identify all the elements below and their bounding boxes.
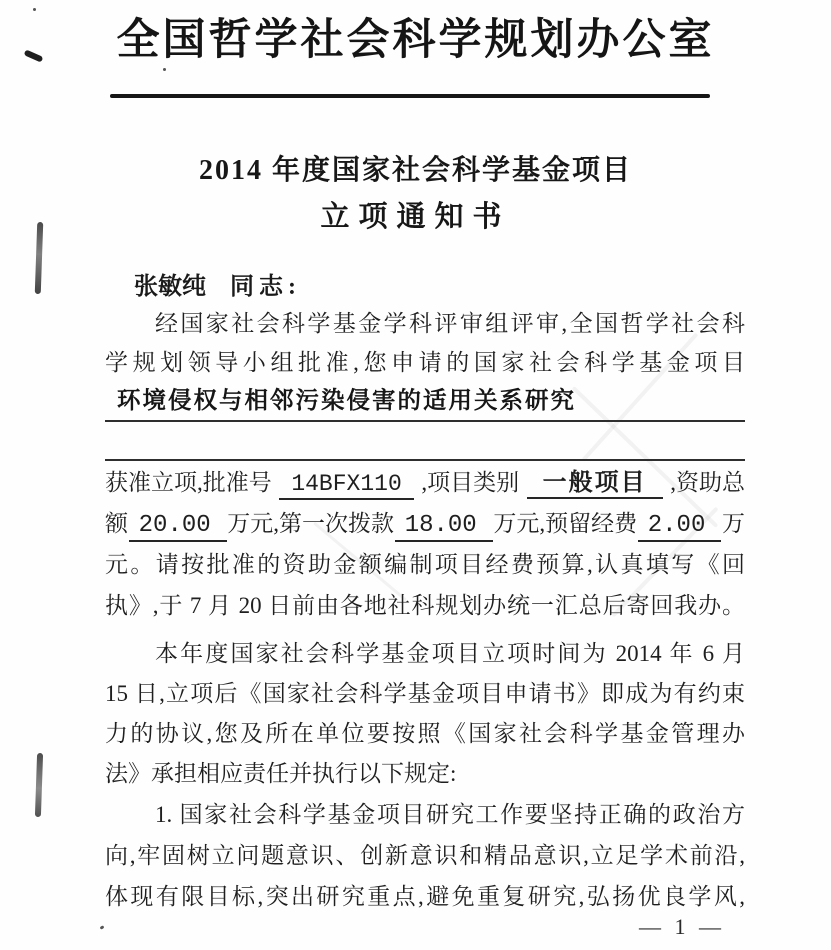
paragraph-3 (105, 634, 745, 794)
paragraph-1 (105, 304, 745, 382)
paragraph-1-line-2: 学规划领导小组批准,您申请的国家社会科学基金项目 (105, 350, 745, 375)
paragraph-2-line-3: 元。请按批准的资助金额编制项目经费预算,认真填写《回 (105, 552, 745, 577)
letterhead-rule (110, 94, 710, 98)
paragraph-2 (105, 462, 745, 626)
paragraph-3-line-2: 15 日,立项后《国家社会科学基金项目申请书》即成为有约束 (105, 681, 745, 706)
page-number: — 1 — (639, 914, 725, 939)
salutation (134, 266, 301, 301)
reserved-amount-value: 2.00 (638, 513, 722, 542)
scan-binding-mark (35, 753, 43, 817)
paragraph-2-line-1-text-c: ,资助总 (670, 470, 745, 495)
paragraph-2-line-2-text-d: 万 (721, 511, 745, 536)
scan-speck (163, 68, 166, 71)
paragraph-1-line-1: 经国家社会科学基金学科评审组评审,全国哲学社会科 (155, 311, 745, 336)
doc-title-line1: 2014 年度国家社会科学基金项目 (198, 155, 632, 186)
paragraph-3-line-4: 法》承担相应责任并执行以下规定: (105, 761, 457, 786)
doc-title-line2: 立项通知书 (320, 201, 511, 233)
paragraph-4-line-1: 1. 国家社会科学基金项目研究工作要坚持正确的政治方 (155, 802, 745, 827)
paragraph-2-line-2-text-c: 万元,预留经费 (493, 511, 638, 536)
paragraph-3-line-1: 本年度国家社会科学基金项目立项时间为 2014 年 6 月 (155, 641, 745, 666)
paragraph-4-line-2: 向,牢固树立问题意识、创新意识和精品意识,立足学术前沿, (105, 843, 745, 868)
salutation-honorific: 同志: (230, 274, 301, 300)
paragraph-2-line-4: 执》,于 7 月 20 日前由各地社科规划办统一汇总后寄回我办。 (105, 593, 745, 618)
paragraph-4 (105, 794, 745, 917)
project-title-line (105, 382, 745, 422)
paragraph-2-line-2-text-a: 额 (105, 511, 128, 536)
paragraph-3-line-3: 力的协议,您及所在单位要按照《国家社会科学基金管理办 (105, 721, 745, 746)
first-payment-value: 18.00 (395, 513, 493, 542)
approval-number-value: 14BFX110 (279, 472, 413, 500)
blank-fill-line (105, 421, 745, 461)
office-name-header: 全国哲学社会科学规划办公室 (116, 17, 715, 64)
scan-speck (100, 925, 105, 930)
paragraph-2-line-1-text-b: ,项目类别 (421, 470, 520, 495)
paragraph-2-line-1 (105, 462, 745, 503)
project-category-value: 一般项目 (527, 470, 663, 499)
paragraph-2-line-2-text-b: 万元,第一次拨款 (227, 511, 395, 536)
paragraph-4-line-3: 体现有限目标,突出研究重点,避免重复研究,弘扬优良学风, (105, 884, 745, 909)
total-amount-value: 20.00 (129, 513, 227, 542)
project-title-value: 环境侵权与相邻污染侵害的适用关系研究 (117, 388, 576, 414)
paragraph-2-line-2 (105, 503, 745, 544)
paragraph-2-line-1-text-a: 获准立项,批准号 (105, 470, 272, 495)
recipient-name: 张敏纯 (134, 274, 206, 300)
